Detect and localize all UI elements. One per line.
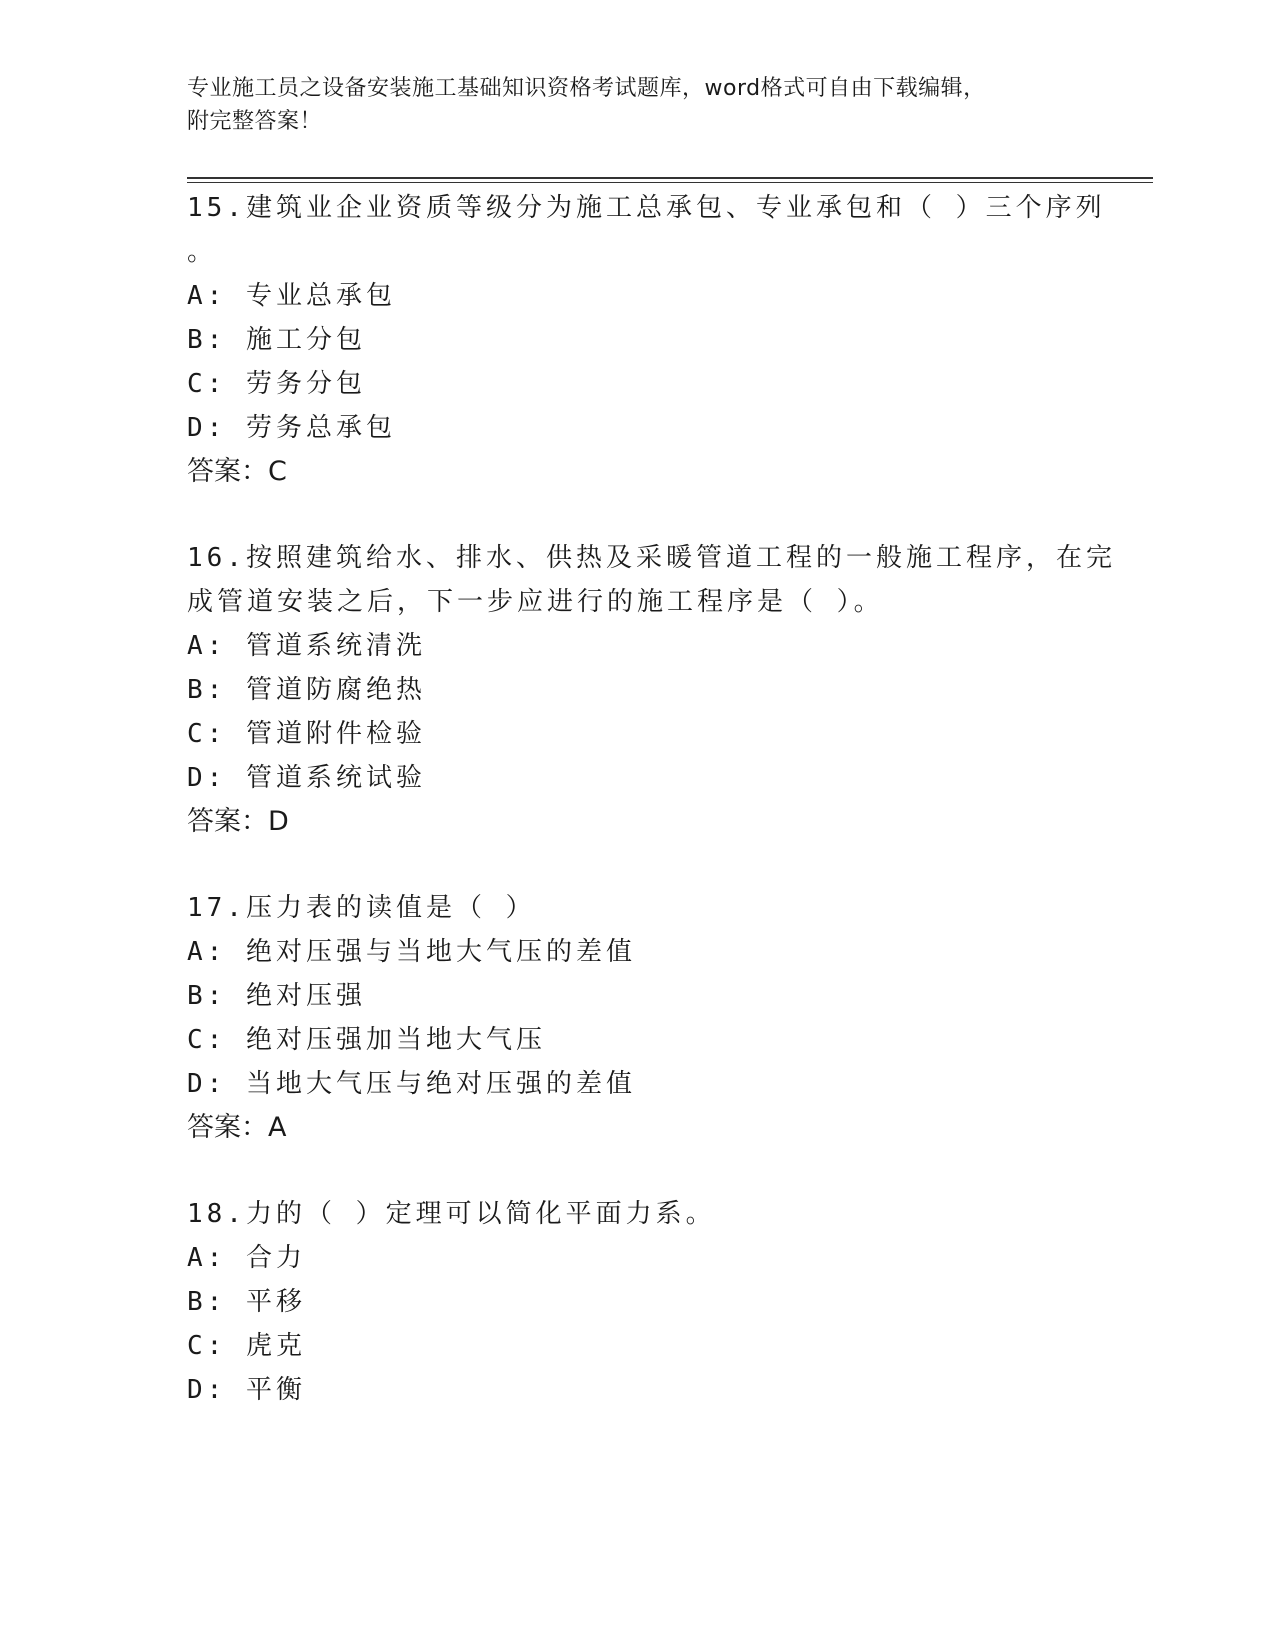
question-16-option-a: A: 管道系统清洗 — [187, 631, 426, 661]
question-15-option-c: C: 劳务分包 — [187, 369, 366, 399]
question-15-answer: 答案：C — [187, 456, 287, 487]
question-16-stem-line-1: 16.按照建筑给水、排水、供热及采暖管道工程的一般施工程序，在完 — [187, 543, 1116, 573]
question-18-option-d: D: 平衡 — [187, 1375, 306, 1405]
question-18-option-c: C: 虎克 — [187, 1331, 306, 1361]
question-16-option-b: B: 管道防腐绝热 — [187, 675, 426, 705]
header-divider-thick — [187, 177, 1153, 179]
question-16-option-c: C: 管道附件检验 — [187, 719, 426, 749]
question-15-option-a: A: 专业总承包 — [187, 281, 396, 311]
question-17-option-d: D: 当地大气压与绝对压强的差值 — [187, 1069, 636, 1099]
question-15-option-d: D: 劳务总承包 — [187, 413, 396, 443]
header-line-2: 附完整答案！ — [187, 109, 323, 134]
question-15-stem-line-1: 15.建筑业企业资质等级分为施工总承包、专业承包和（ ）三个序列 — [187, 193, 1106, 223]
question-17-option-c: C: 绝对压强加当地大气压 — [187, 1025, 546, 1055]
question-18-option-a: A: 合力 — [187, 1243, 306, 1273]
question-17-stem-line-1: 17.压力表的读值是（ ） — [187, 893, 536, 923]
question-17-option-b: B: 绝对压强 — [187, 981, 366, 1011]
header-divider-thin — [187, 182, 1153, 183]
question-16-stem-line-2: 成管道安装之后，下一步应进行的施工程序是（ ）。 — [187, 587, 884, 617]
question-15-option-b: B: 施工分包 — [187, 325, 366, 355]
document-header — [187, 72, 1087, 138]
question-16-option-d: D: 管道系统试验 — [187, 763, 426, 793]
question-18-option-b: B: 平移 — [187, 1287, 306, 1317]
question-18-stem-line-1: 18.力的（ ）定理可以简化平面力系。 — [187, 1199, 716, 1229]
question-17-option-a: A: 绝对压强与当地大气压的差值 — [187, 937, 636, 967]
question-17-answer: 答案：A — [187, 1112, 287, 1143]
question-16-answer: 答案：D — [187, 806, 289, 837]
question-15-stem-line-2: 。 — [187, 237, 218, 267]
header-line-1: 专业施工员之设备安装施工基础知识资格考试题库，word格式可自由下载编辑， — [187, 76, 986, 101]
